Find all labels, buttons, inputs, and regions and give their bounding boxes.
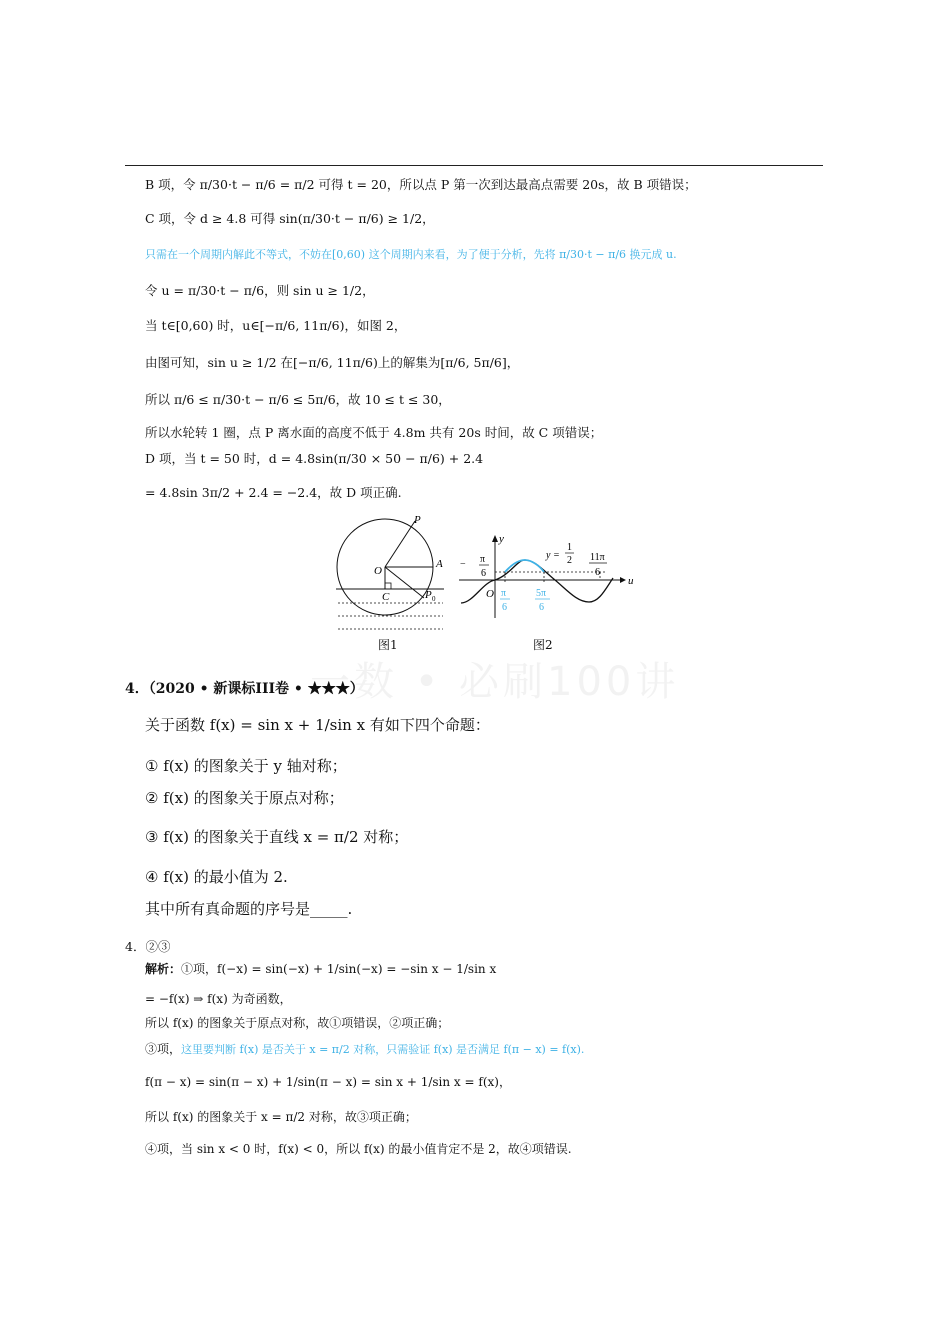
analysis-line-7: ④项，当 sin x < 0 时，f(x) < 0，所以 f(x) 的最小值肯定不是 2，故④项错误. xyxy=(145,1142,572,1156)
answer-line: 4．②③ xyxy=(125,939,171,954)
note-symmetry: 这里要判断 f(x) 是否关于 x = π/2 对称，只需验证 f(x) 是否满足 f(π − x) = f(x). xyxy=(181,1043,585,1056)
label-5pi6-den: 6 xyxy=(539,602,544,613)
analysis-text-1: ①项，f(−x) = sin(−x) + 1/sin(−x) = −sin x − 1/sin x xyxy=(181,962,497,976)
problem-header: 4．（2020 • 新课标III卷 • ★★★） xyxy=(125,681,364,697)
header-rule xyxy=(125,165,823,166)
label-o: O xyxy=(374,565,382,577)
analysis-line-6: 所以 f(x) 的图象关于 x = π/2 对称，故③项正确； xyxy=(145,1110,417,1124)
figure-2-caption: 图2 xyxy=(533,638,553,652)
analysis-item-3: ③项， xyxy=(145,1042,182,1056)
figure-2-sine-graph xyxy=(455,530,640,622)
line-u-range: 当 t∈[0,60) 时，u∈[−π/6, 11π/6)，如图 2， xyxy=(145,318,407,333)
line-d: D 项，当 t = 50 时，d = 4.8sin(π/30 × 50 − π/6) + 2.4 xyxy=(145,451,484,466)
analysis-line-1 xyxy=(145,960,496,978)
label-p0-sub: 0 xyxy=(432,595,436,603)
radius-op xyxy=(385,521,415,567)
label-y-half-num: 1 xyxy=(567,542,572,553)
label-11pi: 11π xyxy=(590,552,605,563)
problem-question: 其中所有真命题的序号是_____. xyxy=(145,900,353,918)
y-axis-arrow xyxy=(492,535,498,542)
analysis-label: 解析： xyxy=(145,962,182,976)
label-neg-minus: − xyxy=(460,559,466,570)
label-p0: P xyxy=(425,589,432,601)
label-p: P xyxy=(414,514,421,526)
line-c: C 项，令 d ≥ 4.8 可得 sin(π/30·t − π/6) ≥ 1/2， xyxy=(145,211,435,226)
u-axis-arrow xyxy=(620,577,626,583)
analysis-line-5: f(π − x) = sin(π − x) + 1/sin(π − x) = sin x + 1/sin x = f(x)， xyxy=(145,1075,511,1089)
analysis-line-3: 所以 f(x) 的图象关于原点对称，故①项错误，②项正确； xyxy=(145,1016,450,1030)
label-5pi6-num: 5π xyxy=(536,588,547,599)
label-c: C xyxy=(382,591,390,603)
label-a: A xyxy=(436,558,443,570)
problem-stem: 关于函数 f(x) = sin x + 1/sin x 有如下四个命题： xyxy=(145,716,490,734)
figure-1-wheel xyxy=(330,510,450,635)
right-angle-mark xyxy=(385,583,391,589)
label-pi6-den: 6 xyxy=(502,602,507,613)
line-b: B 项，令 π/30·t − π/6 = π/2 可得 t = 20，所以点 P 第一次到达最高点需要 20s，故 B 项错误； xyxy=(145,177,697,192)
note-period: 只需在一个周期内解此不等式，不妨在[0,60) 这个周期内来看，为了便于分析，先将 π/30·t − π/6 换元成 u. xyxy=(145,248,677,261)
line-d-result: = 4.8sin 3π/2 + 2.4 = −2.4，故 D 项正确. xyxy=(145,485,402,500)
line-conclusion-c: 所以水轮转 1 圈，点 P 离水面的高度不低于 4.8m 共有 20s 时间，故 C 项错误； xyxy=(145,425,603,440)
label-y-half: y = xyxy=(546,550,560,561)
label-y-axis: y xyxy=(499,533,504,545)
proposition-3: ③ f(x) 的图象关于直线 x = π/2 对称； xyxy=(145,828,409,846)
line-solve-t: 所以 π/6 ≤ π/30·t − π/6 ≤ 5π/6，故 10 ≤ t ≤ 30， xyxy=(145,392,451,407)
proposition-2: ② f(x) 的图象关于原点对称； xyxy=(145,789,344,807)
label-u-axis: u xyxy=(628,575,634,587)
line-substitute-u: 令 u = π/30·t − π/6，则 sin u ≥ 1/2， xyxy=(145,283,375,298)
label-neg-pi: π xyxy=(480,554,486,565)
label-11pi-6: 6 xyxy=(595,567,600,578)
proposition-4: ④ f(x) 的最小值为 2. xyxy=(145,868,288,886)
figure-1-caption: 图1 xyxy=(378,638,398,652)
label-origin: O xyxy=(486,588,494,600)
analysis-line-4 xyxy=(145,1040,584,1059)
radius-op0 xyxy=(385,567,424,598)
proposition-1: ① f(x) 的图象关于 y 轴对称； xyxy=(145,757,347,775)
label-y-half-den: 2 xyxy=(567,555,572,566)
watermark: 一数 • 必刷100讲 xyxy=(310,659,680,705)
label-neg-6: 6 xyxy=(481,568,486,579)
label-pi6-num: π xyxy=(501,588,507,599)
analysis-line-2: = −f(x) ⇒ f(x) 为奇函数， xyxy=(145,992,292,1006)
line-graph-solution: 由图可知，sin u ≥ 1/2 在[−π/6, 11π/6)上的解集为[π/6, 5π/6]， xyxy=(145,355,520,370)
